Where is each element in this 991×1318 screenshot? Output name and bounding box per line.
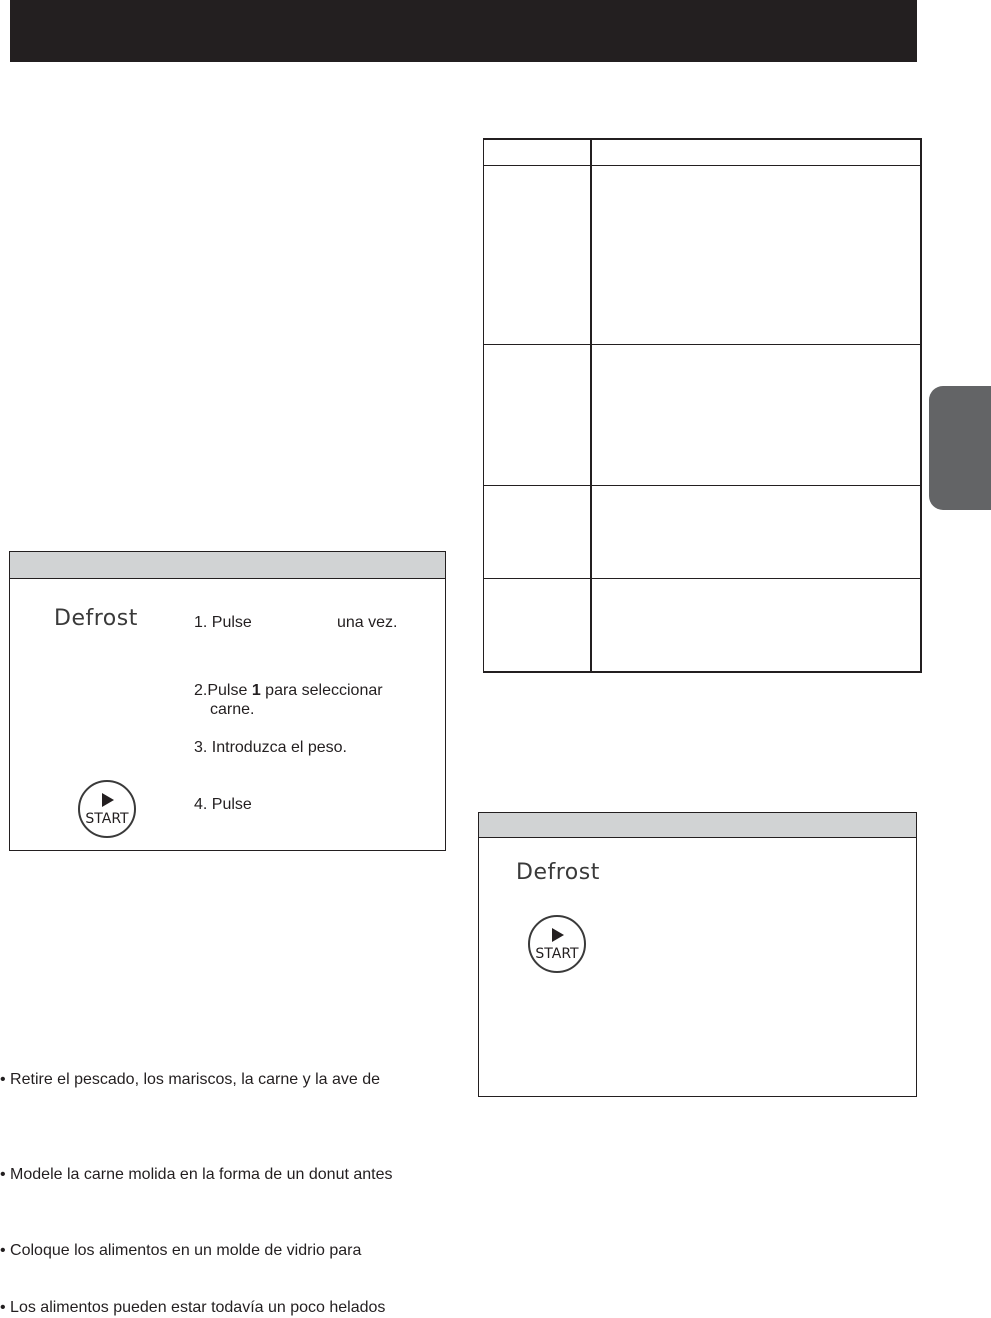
step-1-suffix: una vez. bbox=[337, 614, 398, 631]
table-row-divider bbox=[483, 578, 922, 579]
step-2-key: 1 bbox=[251, 682, 261, 699]
play-icon bbox=[102, 793, 114, 807]
tip-bullet: • Retire el pescado, los mariscos, la carne y la ave de bbox=[0, 1071, 380, 1088]
table-row-divider bbox=[483, 485, 922, 486]
step-3-text: 3. Introduzca el peso. bbox=[194, 739, 347, 756]
table-column-divider bbox=[590, 138, 592, 673]
defrost-table bbox=[483, 138, 922, 673]
table-header-divider bbox=[483, 165, 922, 166]
start-button-icon bbox=[78, 780, 136, 838]
step-2-prefix: 2.Pulse bbox=[194, 682, 252, 699]
language-side-tab bbox=[929, 386, 991, 510]
play-icon bbox=[552, 928, 564, 942]
table-row-divider bbox=[483, 344, 922, 345]
step-4-text: 4. Pulse bbox=[194, 796, 252, 813]
start-label: START bbox=[535, 946, 579, 962]
start-button-icon bbox=[528, 915, 586, 973]
table-border-left bbox=[483, 138, 484, 673]
box-header bbox=[10, 552, 445, 579]
table-border-bottom bbox=[483, 671, 922, 673]
step-1-text: 1. Pulse bbox=[194, 614, 252, 631]
header-bar bbox=[10, 0, 917, 62]
start-label: START bbox=[85, 811, 129, 827]
defrost-quick-box bbox=[478, 812, 917, 1097]
defrost-instructions-box bbox=[9, 551, 446, 851]
tip-bullet: • Coloque los alimentos en un molde de vidrio para bbox=[0, 1242, 362, 1259]
defrost-button-label: Defrost bbox=[516, 860, 600, 885]
tip-bullet: • Modele la carne molida en la forma de un donut antes bbox=[0, 1166, 393, 1183]
step-2-text bbox=[194, 681, 383, 700]
step-2-suffix: para seleccionar bbox=[260, 682, 383, 699]
box-header bbox=[479, 813, 916, 838]
table-border-right bbox=[920, 138, 922, 673]
table-border-top bbox=[483, 138, 922, 140]
defrost-button-label: Defrost bbox=[54, 606, 138, 631]
step-2-line2: carne. bbox=[210, 701, 255, 718]
tip-bullet: • Los alimentos pueden estar todavía un poco helados bbox=[0, 1299, 386, 1316]
